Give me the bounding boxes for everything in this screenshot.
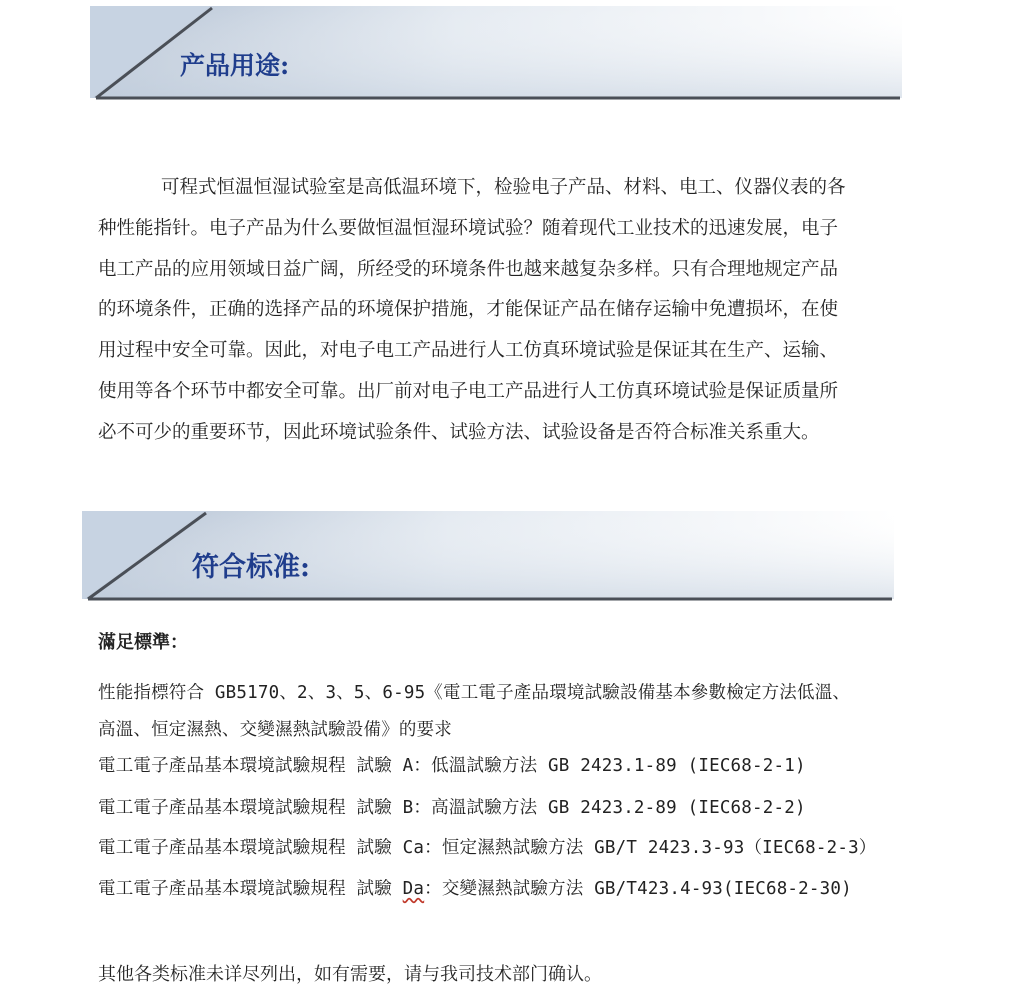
standards-heading: 滿足標準： xyxy=(98,632,188,653)
paragraph-line: 种性能指针。电子产品为什么要做恒温恒湿环境试验？随着现代工业技术的迅速发展，电子 xyxy=(98,217,839,239)
paragraph-line: 可程式恒温恒湿试验室是高低温环境下，检验电子产品、材料、电工、仪器仪表的各 xyxy=(161,177,846,198)
section-title-standards: 符合标准: xyxy=(192,552,310,583)
section-banner-usage xyxy=(90,6,902,102)
usage-paragraph xyxy=(98,168,938,454)
standard-line: 性能指標符合 GB5170、2、3、5、6-95《電工電子產品環境試驗設備基本參數檢定方法低溫、 xyxy=(98,683,851,703)
standard-line: 電工電子產品基本環境試驗規程 試驗 Ca：恒定濕熱試驗方法 GB/T 2423.3-93（IEC68-2-3） xyxy=(98,838,877,858)
standard-line: 電工電子產品基本環境試驗規程 試驗 B：高溫試驗方法 GB 2423.2-89 (IEC68-2-2) xyxy=(98,798,806,818)
paragraph-line: 电工产品的应用领域日益广阔，所经受的环境条件也越来越复杂多样。只有合理地规定产品 xyxy=(98,258,839,280)
section-title-usage: 产品用途: xyxy=(180,51,290,80)
standard-line-prefix: 電工電子產品基本環境試驗規程 試驗 xyxy=(98,879,403,899)
standard-line-suffix: ：交變濕熱試驗方法 GB/T423.4-93(IEC68-2-30) xyxy=(424,879,852,899)
paragraph-line: 必不可少的重要环节，因此环境试验条件、试验方法、试验设备是否符合标准关系重大。 xyxy=(98,421,820,443)
standard-line: 電工電子產品基本環境試驗規程 試驗 A：低溫試驗方法 GB 2423.1-89 (IEC68-2-1) xyxy=(98,756,806,776)
standard-line: 高溫、恒定濕熱、交變濕熱試驗設備》的要求 xyxy=(98,720,452,740)
spellcheck-marked-text: Da xyxy=(402,879,425,899)
section-banner-standards xyxy=(82,511,894,607)
paragraph-line: 使用等各个环节中都安全可靠。出厂前对电子电工产品进行人工仿真环境试验是保证质量所 xyxy=(98,380,839,402)
paragraph-line: 用过程中安全可靠。因此，对电子电工产品进行人工仿真环境试验是保证其在生产、运输、 xyxy=(98,340,839,362)
standard-line-da xyxy=(98,875,852,900)
paragraph-line: 的环境条件，正确的选择产品的环境保护措施，才能保证产品在储存运输中免遭损坏，在使 xyxy=(98,299,839,321)
footer-note: 其他各类标准未详尽列出，如有需要，请与我司技术部门确认。 xyxy=(98,964,602,985)
